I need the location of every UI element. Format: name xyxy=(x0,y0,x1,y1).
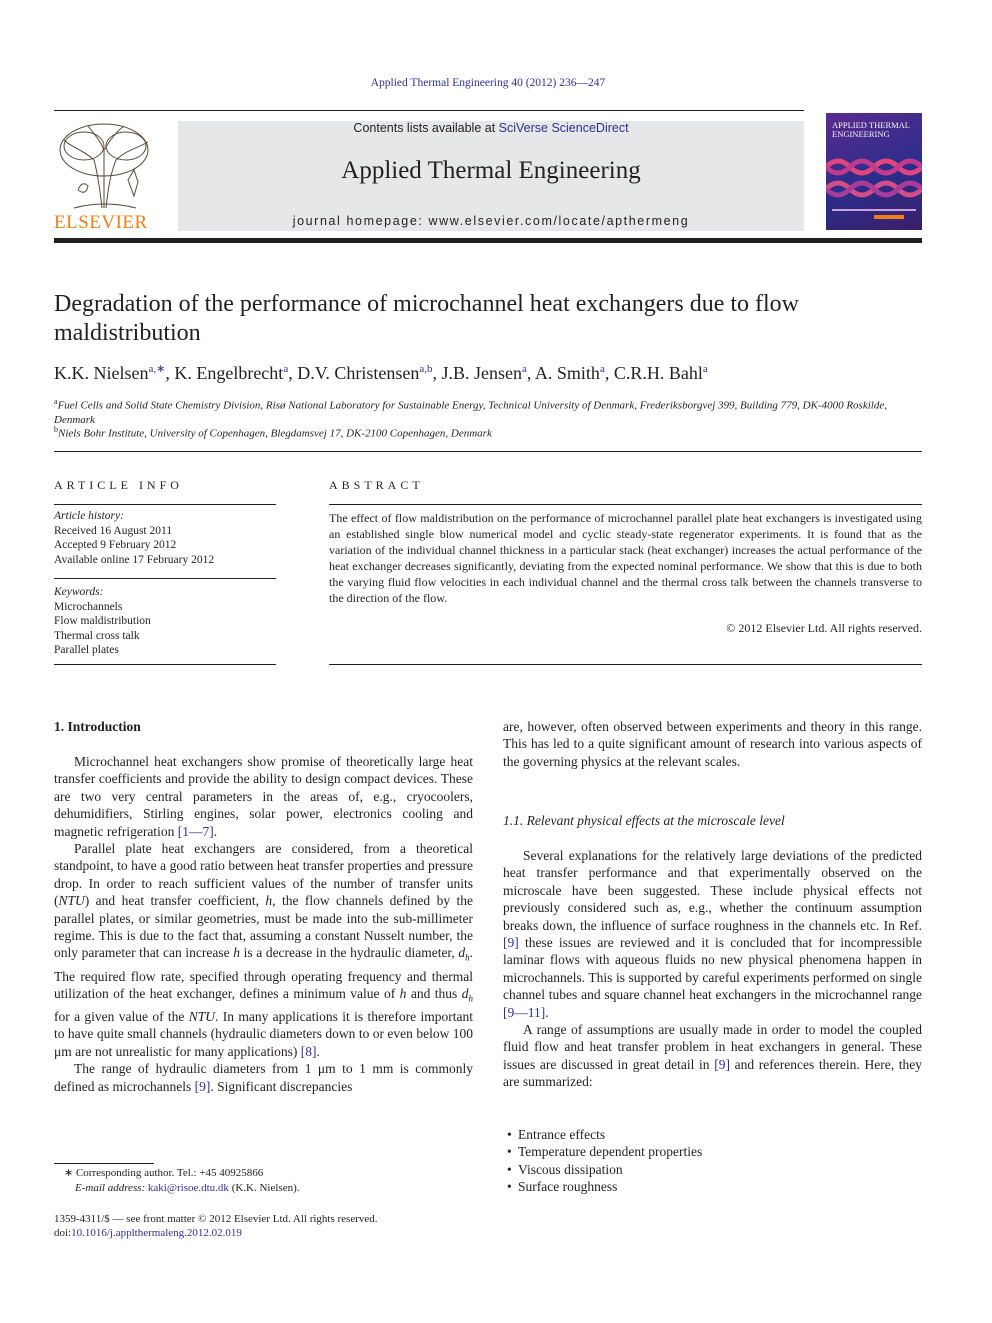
email-note xyxy=(75,1181,300,1195)
header-rule xyxy=(54,110,804,111)
paragraph-text: ) and heat transfer coefficient, xyxy=(84,893,266,909)
abstract-heading: ABSTRACT xyxy=(329,478,424,492)
paragraph-text: these issues are reviewed and it is concluded that for incompressible laminar flows with aqueous fluids no new physical phenomena happen in microchannels. This is supported by careful experiments performed on single channel tubes and square channel heat exchangers in the microchannel range xyxy=(503,935,922,1003)
author-name[interactable]: D.V. Christensen xyxy=(297,363,420,383)
doi-line xyxy=(54,1226,242,1240)
affiliation-text: Niels Bohr Institute, University of Copenhagen, Blegdamsvej 17, DK-2100 Copenhagen, Denmark xyxy=(58,427,492,440)
affiliation-text: Fuel Cells and Solid State Chemistry Division, Risø National Laboratory for Sustainable Energy, Technical University of Denmark, Frederiksborgvej 399, Building 779, DK-4000 Roskilde, Denmark xyxy=(54,399,887,426)
paragraph-text: Parallel plate heat exchangers are considered, from a theoretical standpoint, to have a good ratio between heat transfer properties and pressure drop. In order to reach sufficient values of the number of transfer units ( xyxy=(54,841,473,909)
journal-homepage xyxy=(178,214,804,228)
keywords-label: Keywords: xyxy=(54,586,104,598)
affiliation-a xyxy=(54,395,914,427)
citation-link[interactable]: [9] xyxy=(503,935,519,951)
history-label: Article history: xyxy=(54,510,124,522)
author-affil-mark[interactable]: a xyxy=(702,363,708,375)
online-date: Available online 17 February 2012 xyxy=(54,553,215,566)
paragraph-text: is a decrease in the hydraulic diameter, xyxy=(239,945,459,961)
affiliation-mark: b xyxy=(54,425,58,434)
symbol-dh: d xyxy=(461,985,469,1001)
subsection-paragraph-2 xyxy=(503,1021,922,1091)
corresponding-author-note: ∗ Corresponding author. Tel.: +45 40925866 xyxy=(64,1167,264,1179)
journal-cover xyxy=(826,113,922,230)
keyword: Parallel plates xyxy=(54,644,119,656)
paragraph-text: for a given value of the xyxy=(54,1009,189,1025)
email-link[interactable]: kaki@risoe.dtu.dk xyxy=(147,1182,229,1194)
citation-link[interactable]: [9—11] xyxy=(503,1004,546,1020)
paragraph-text: Several explanations for the relatively large deviations of the predicted heat transfer performance and that experimentally observed on the microscale have been suggested. These include physical effects not previously considered such as, e.g., whether the continuum assumption breaks down, the influence of surface roughness in the channels etc. In Ref. xyxy=(503,848,922,933)
author-name[interactable]: J.B. Jensen xyxy=(441,363,523,383)
keyword: Flow maldistribution xyxy=(54,615,151,627)
cover-accent xyxy=(874,215,904,219)
symbol-dh: d xyxy=(458,945,466,961)
keywords xyxy=(54,585,276,658)
email-name: (K.K. Nielsen). xyxy=(228,1182,300,1194)
list-item: • Entrance effects xyxy=(518,1126,702,1143)
paragraph-text: . Significant discrepancies xyxy=(210,1078,353,1094)
right-column-top xyxy=(503,718,922,770)
left-column xyxy=(54,753,473,1095)
subsection-heading: 1.1. Relevant physical effects at the microscale level xyxy=(503,813,785,828)
intro-paragraph-1: Microchannel heat exchangers show promise of theoretically large heat transfer coefficients and provide the ability to design compact devices. These are two very central parameters in the areas of, e.g., cryocoolers, dehumidifiers, Stirling engines, solar power, electronics cooling and magnetic refrigeration [1—7]. xyxy=(54,754,473,839)
author-name[interactable]: A. Smith xyxy=(534,363,600,383)
right-column xyxy=(503,847,922,1091)
accepted-date: Accepted 9 February 2012 xyxy=(54,539,177,551)
cover-pattern xyxy=(826,153,922,203)
contents-prefix: Contents lists available at xyxy=(353,121,499,135)
subsection-paragraph-1: Several explanations for the relatively large deviations of the predicted heat transfer performance and that experimentally observed on the microscale have been suggested. These include physical effects not previously considered such as, e.g., whether the continuum assumption breaks down, the influence of surface roughness in the channels etc. In Ref. [9] these issues are reviewed and it is concluded that for incompressible laminar flows with aqueous fluids no new physical phenomena happen in microchannels. This is supported by careful experiments performed on single channel tubes and square channel heat exchangers in the microchannel range [9—11]. xyxy=(503,848,922,1020)
symbol-dh-subscript: h xyxy=(465,953,470,964)
received-date: Received 16 August 2011 xyxy=(54,524,173,537)
abstract-text: The effect of flow maldistribution on the performance of microchannel parallel plate heat exchangers is investigated using an established single blow numerical model and cyclic steady-state regenerator experiments. It is found that as the variation of the individual channel thickness in a particular stack (heat exchanger) increases the actual performance of the heat exchanger decreases significantly, deviating from the expected nominal performance. We show that this is due to both the varying fluid flow velocities in each individual channel and the thermal cross talk between the channels transverse to the direction of the flow. xyxy=(329,511,922,605)
author-list: K.K. Nielsen$^{a,∗}$, K. Engelbrecht$^a$, D.V. Christensen$^{a,b}$, J.B. Jensen$^a$, A. Smith$^a$, C.R.H. Bahl$^a$ xyxy=(54,363,708,383)
article-info-rule xyxy=(54,504,276,505)
paragraph-text: and references therein. Here, they are summarized: xyxy=(503,1056,922,1090)
affiliation-b xyxy=(54,423,914,441)
paragraph-text: A range of assumptions are usually made in order to model the coupled fluid flow and heat transfer problem in heat exchangers in general. These issues are discussed in great detail in xyxy=(503,1022,922,1072)
article-info-bottom-rule xyxy=(54,664,276,665)
keyword: Microchannels xyxy=(54,600,123,613)
author-name[interactable]: C.R.H. Bahl xyxy=(613,363,703,383)
author-affil-mark[interactable]: a xyxy=(522,363,527,375)
paragraph-text: . The required flow rate, specified through operating frequency and thermal utilization of the heat exchanger, defines a minimum value of xyxy=(54,945,474,1001)
header-thick-rule xyxy=(54,238,922,243)
assumption-list xyxy=(518,1126,702,1196)
homepage-url[interactable]: www.elsevier.com/locate/apthermeng xyxy=(428,214,690,228)
paragraph-text: Microchannel heat exchangers show promise of theoretically large heat transfer coefficients and provide the ability to design compact devices. These are two very central parameters in the areas of, e.g., cryocoolers, dehumidifiers, Stirling engines, solar power, electronics cooling and magnetic refrigeration xyxy=(54,754,473,839)
abstract-copyright: © 2012 Elsevier Ltd. All rights reserved. xyxy=(726,621,922,635)
author-affil-mark[interactable]: a,∗ xyxy=(148,363,166,375)
list-item: • Viscous dissipation xyxy=(518,1161,702,1178)
paragraph-text: , the flow channels defined by the parallel plates, or similar geometries, must be made into the sub-millimeter regime. This is due to the fact that, assuming a constant Nusselt number, the only parameter that can increase xyxy=(54,893,473,961)
author-affil-mark[interactable]: a xyxy=(599,363,605,375)
keyword: Thermal cross talk xyxy=(54,629,140,642)
article-title: Degradation of the performance of microchannel heat exchangers due to flow maldistribution xyxy=(54,291,800,346)
elsevier-wordmark: ELSEVIER xyxy=(54,212,148,233)
sciencedirect-link[interactable]: SciVerse ScienceDirect xyxy=(498,121,629,135)
journal-name: Applied Thermal Engineering xyxy=(341,157,641,184)
symbol-ntu: NTU xyxy=(58,893,85,909)
intro-heading: 1. Introduction xyxy=(54,719,141,734)
author-affil-mark[interactable]: a,b xyxy=(419,363,433,375)
section-rule xyxy=(54,451,922,452)
symbol-h: h xyxy=(265,893,273,909)
article-info-heading: ARTICLE INFO xyxy=(54,478,183,492)
paragraph-text: . In many applications it is therefore important to have quite small channels (hydraulic diameters down to or even below 100 μm are not unrealistic for many applications) xyxy=(54,1009,473,1059)
symbol-h: h xyxy=(399,985,407,1001)
citation-link[interactable]: [8] xyxy=(300,1043,317,1059)
abstract-bottom-rule xyxy=(329,664,922,665)
cover-title: APPLIED THERMAL ENGINEERING xyxy=(832,120,910,139)
citation-link[interactable]: [9] xyxy=(194,1078,211,1094)
email-label: E-mail address: xyxy=(75,1182,148,1194)
author-name[interactable]: K.K. Nielsen xyxy=(54,363,149,383)
author-affil-mark[interactable]: a xyxy=(283,363,289,375)
affiliation-mark: a xyxy=(54,397,58,406)
article-history xyxy=(54,509,276,567)
paragraph-text: The range of hydraulic diameters from 1 μm to 1 mm is commonly defined as microchannels xyxy=(54,1061,473,1094)
issn-line: 1359-4311/$ — see front matter © 2012 Elsevier Ltd. All rights reserved. xyxy=(54,1213,378,1225)
symbol-dh-subscript: h xyxy=(468,993,474,1004)
paragraph-text: and thus xyxy=(406,985,462,1001)
intro-paragraph-2: Parallel plate heat exchangers are considered, from a theoretical standpoint, to have a good ratio between heat transfer properties and pressure drop. In order to reach sufficient values of the number of transfer units (NTU) and heat transfer coefficient, h, the flow channels defined by the parallel plates, or similar geometries, must be made into the sub-millimeter regime. This is due to the fact that, assuming a constant Nusselt number, the only parameter that can increase h is a decrease in the hydraulic diameter, $d_h$. The required flow rate, specified through operating frequency and thermal utilization of the heat exchanger, defines a minimum value of h and thus $d_h$ for a given value of the NTU. In many applications it is therefore important to have quite small channels (hydraulic diameters down to or even below 100 μm are not unrealistic for many applications) [8]. xyxy=(54,841,474,1059)
list-item: • Temperature dependent properties xyxy=(518,1143,702,1160)
doi-link[interactable]: 10.1016/j.applthermaleng.2012.02.019 xyxy=(71,1227,242,1239)
keywords-rule xyxy=(54,578,276,579)
citation-link[interactable]: [1—7] xyxy=(177,823,214,839)
journal-reference[interactable]: Applied Thermal Engineering 40 (2012) 236—247 xyxy=(370,77,606,89)
homepage-prefix: journal homepage: xyxy=(292,214,429,228)
author-name[interactable]: K. Engelbrecht xyxy=(174,363,284,383)
list-item: • Surface roughness xyxy=(518,1178,702,1195)
contents-line xyxy=(178,121,804,135)
symbol-h: h xyxy=(233,945,240,961)
footnote-rule xyxy=(54,1163,154,1164)
doi-label: doi: xyxy=(54,1227,72,1239)
intro-paragraph-3 xyxy=(54,1060,473,1095)
abstract-rule xyxy=(329,504,922,505)
symbol-ntu: NTU xyxy=(188,1009,216,1025)
intro-paragraph-3-continued: are, however, often observed between experiments and theory in this range. This has led to a quite significant amount of research into various aspects of the governing physics at the relevant scales. xyxy=(503,719,922,769)
citation-link[interactable]: [9] xyxy=(714,1056,730,1072)
cover-line xyxy=(832,209,916,211)
